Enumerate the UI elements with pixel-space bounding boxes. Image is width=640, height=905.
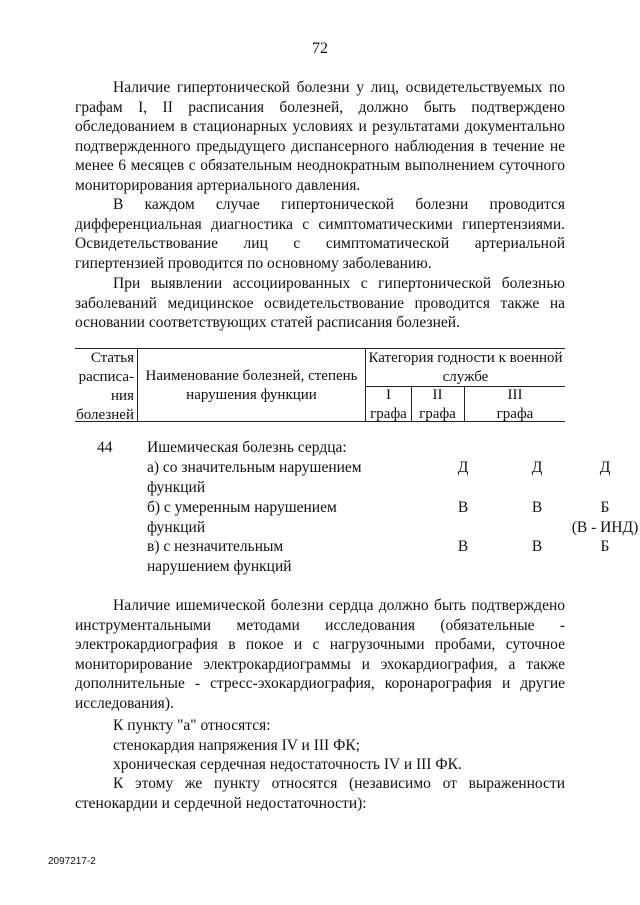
row-grafa-1: В <box>457 538 469 555</box>
paragraph-item-a-also <box>75 774 565 813</box>
grafa-label: графа <box>419 406 456 422</box>
row-grafa-1: Д <box>457 459 469 476</box>
article-number: 44 <box>97 439 113 456</box>
paragraph-hypertension-confirmation <box>75 78 565 195</box>
row-grafa-2: В <box>531 499 543 516</box>
header-article-line: болезней <box>76 407 134 423</box>
row-grafa-3 <box>550 537 640 557</box>
header-grafa-3 <box>464 386 566 421</box>
paragraph-ihd-confirmation <box>75 596 565 713</box>
header-name-column: Наименование болезней, степень нарушения функции <box>145 368 358 403</box>
paragraph-text: Наличие ишемической болезни сердца должно быть подтверждено инструментальными методами исследования (обязательные - электрокардиография в покое и с нагрузочными пробами, суточное мониторирование электрокардиограммы и эхокардиография, а также дополнительные - стресс-эхокардиография, коронарография и другие исследования). <box>75 597 565 712</box>
row-name: в) с незначительным нарушением функций <box>147 538 292 575</box>
row-grafa-2: В <box>531 538 543 555</box>
row-grafa-2: Д <box>531 459 543 476</box>
paragraph-text: В каждом случае гипертонической болезни проводится дифференциальная диагностика с симптоматическими гипертензиями. Освидетельствование лиц с симптоматической артериальной гипертензией проводится по основному заболеванию. <box>75 196 565 272</box>
paragraph-item-a-intro: К пункту "а" относятся: <box>113 717 271 734</box>
disease-title: Ишемическая болезнь сердца: <box>147 439 347 456</box>
row-grafa-3 <box>550 458 640 478</box>
header-article-line: расписа- <box>78 369 134 385</box>
row-name: б) с умеренным нарушением функций <box>147 499 337 536</box>
header-article-column <box>75 349 138 421</box>
paragraph-item-a-angina: стенокардия напряжения IV и III ФК; <box>113 737 360 754</box>
header-category-column <box>365 349 565 421</box>
paragraph-differential-diagnosis <box>75 195 565 273</box>
header-category-subcolumns <box>366 386 566 421</box>
header-article-line: Статья <box>90 350 134 366</box>
grafa-numeral: III <box>507 387 523 403</box>
row-grafa-3-value: Б <box>600 499 610 516</box>
grafa-label: графа <box>370 406 407 422</box>
row-grafa-3 <box>550 498 640 537</box>
document-code: 2097217-2 <box>48 856 96 867</box>
grafa-label: графа <box>496 406 534 422</box>
grafa-numeral: II <box>432 387 443 403</box>
row-grafa-1: В <box>457 499 469 516</box>
header-grafa-2 <box>411 386 465 421</box>
row-grafa-3-note: (В - ИНД) <box>571 518 639 536</box>
page-number: 72 <box>312 40 328 57</box>
row-grafa-3-value: Б <box>600 538 610 555</box>
grafa-numeral: I <box>386 387 391 403</box>
header-grafa-1 <box>366 386 412 421</box>
paragraph-associated-diseases <box>75 274 565 333</box>
paragraph-text: К этому же пункту относятся (независимо от выраженности стенокардии и сердечной недостаточности): <box>75 775 565 812</box>
table-header <box>75 348 565 422</box>
row-grafa-3-value: Д <box>599 459 611 476</box>
header-category-title: Категория годности к военной службе <box>366 349 565 387</box>
paragraph-text: При выявлении ассоциированных с гипертонической болезнью заболеваний медицинское освидетельствование проводится также на основании соответствующих статей расписания болезней. <box>75 275 565 331</box>
row-name: а) со значительным нарушением функций <box>147 459 362 496</box>
paragraph-item-a-heart-failure: хроническая сердечная недостаточность IV и III ФК. <box>113 756 462 773</box>
paragraph-text: Наличие гипертонической болезни у лиц, освидетельствуемых по графам I, II расписания болезней, должно быть подтверждено обследованием в стационарных условиях и результатами документально подтвержденного предыдущего диспансерного наблюдения в течение не менее 6 месяцев с обязательным неоднократным выполнением суточного мониторирования артериального давления. <box>75 79 565 194</box>
header-article-line: ния <box>111 388 134 404</box>
